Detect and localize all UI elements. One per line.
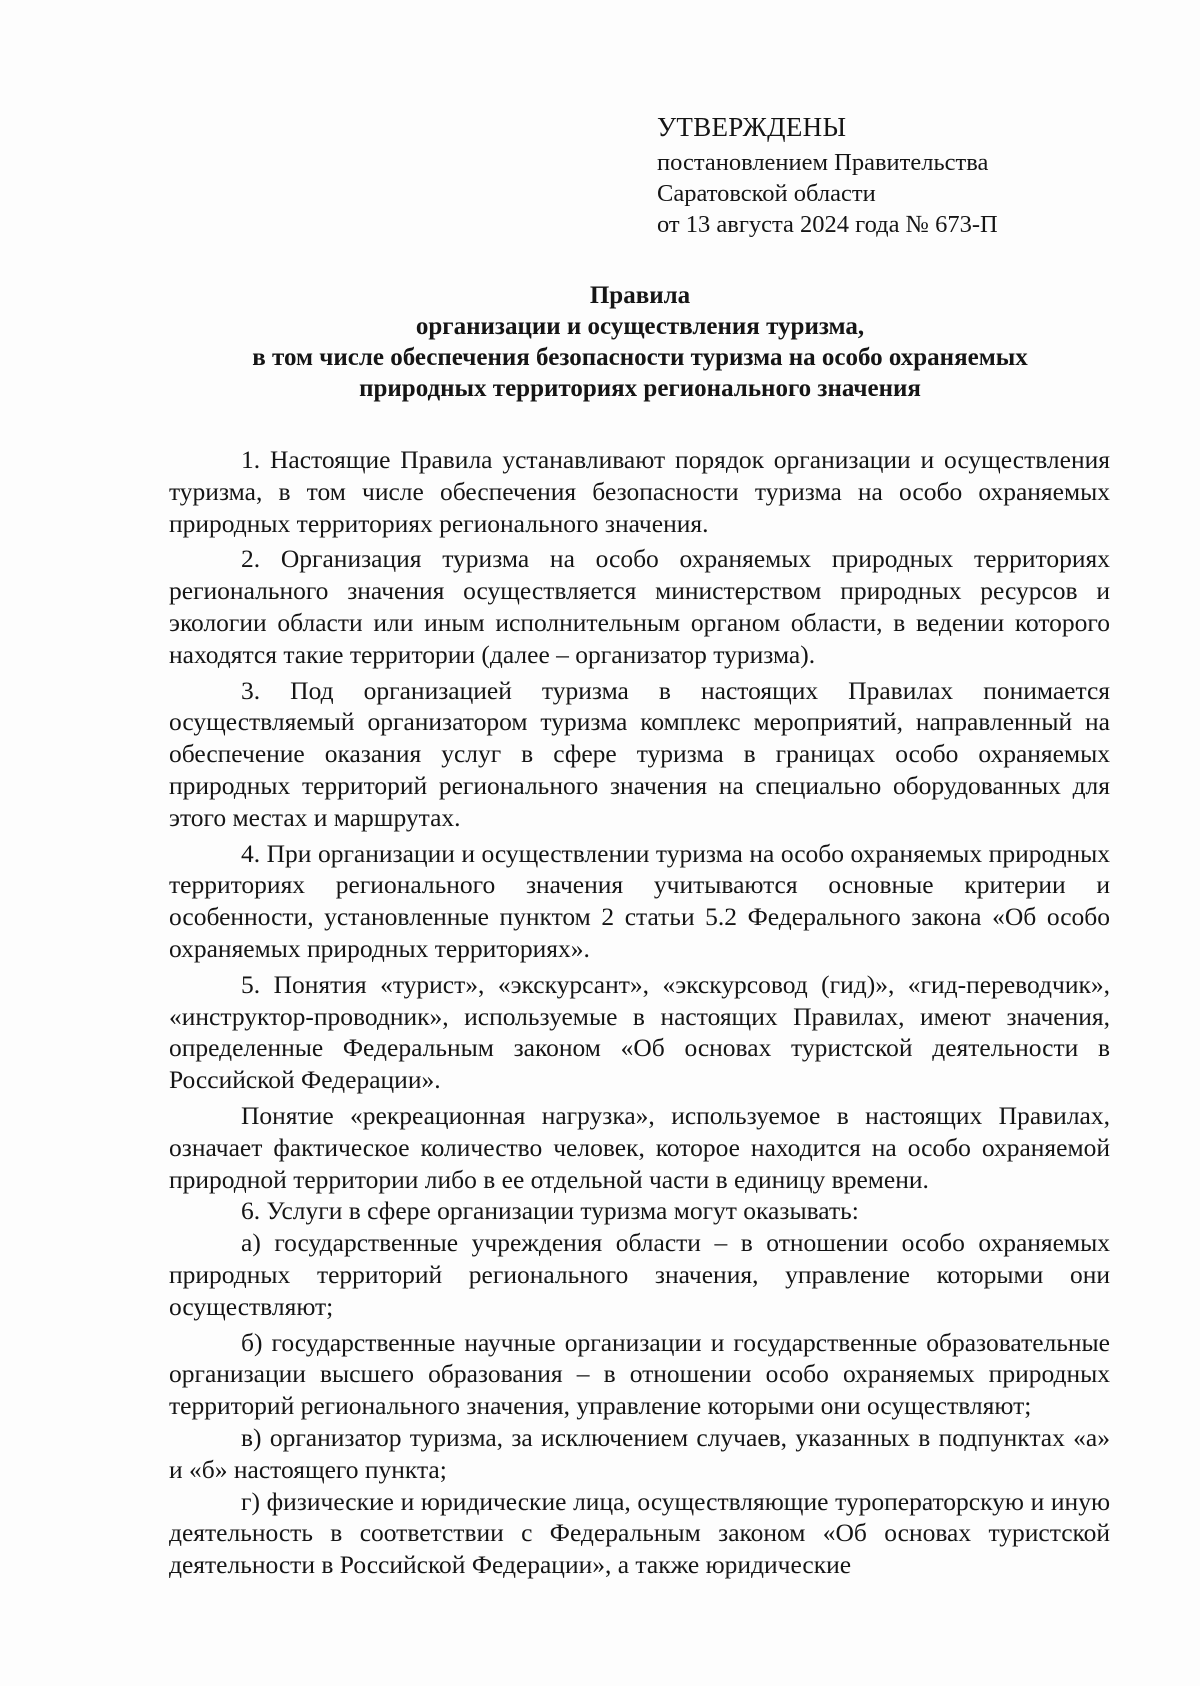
approval-stamp-block [657, 112, 998, 240]
title-line-3: в том числе обеспечения безопасности туризма на особо охраняемых [252, 344, 1028, 371]
paragraph-5-recreation: Понятие «рекреационная нагрузка», используемое в настоящих Правилах, означает фактическое количество человек, которое находится на особо охраняемой природной территории либо в ее отдельной части в единицу времени. [169, 1100, 1110, 1194]
approval-line-3: от 13 августа 2024 года № 673-П [657, 211, 998, 238]
paragraph-3: 3. Под организацией туризма в настоящих Правилах понимается осуществляемый организатором туризма комплекс мероприятий, направленный на обеспечение оказания услуг в сфере туризма в границах особо охраняемых природных территорий регионального значения на специально оборудованных для этого местах и маршрутах. [169, 675, 1110, 832]
paragraph-6-v: в) организатор туризма, за исключением случаев, указанных в подпунктах «а» и «б» настоящего пункта; [169, 1422, 1110, 1484]
title-line-2: организации и осуществления туризма, [415, 313, 865, 340]
document-body [169, 444, 1110, 1581]
approval-line-2: Саратовской области [657, 180, 876, 207]
approval-line-1: постановлением Правительства [657, 149, 989, 176]
title-line-1: Правила [589, 282, 691, 309]
paragraph-6-a: а) государственные учреждения области – в отношении особо охраняемых природных территорий регионального значения, управление которыми они осуществляют; [169, 1228, 1110, 1321]
paragraph-6: 6. Услуги в сфере организации туризма могут оказывать: [241, 1196, 859, 1226]
document-title [170, 280, 1110, 404]
paragraph-6-g: г) физические и юридические лица, осуществляющие туроператорскую и иную деятельность в соответствии с Федеральным законом «Об основах туристской деятельности в Российской Федерации», а также юридические [169, 1486, 1110, 1580]
approval-heading: УТВЕРЖДЕНЫ [657, 112, 847, 142]
paragraph-6-b: б) государственные научные организации и государственные образовательные организации высшего образования – в отношении особо охраняемых природных территорий регионального значения, управление которыми они осуществляют; [169, 1327, 1110, 1421]
paragraph-2: 2. Организация туризма на особо охраняемых природных территориях регионального значения осуществляется министерством природных ресурсов и экологии области или иным исполнительным органом области, в ведении которого находятся такие территории (далее – организатор туризма). [169, 544, 1110, 669]
paragraph-1: 1. Настоящие Правила устанавливают порядок организации и осуществления туризма, в том числе обеспечения безопасности туризма на особо охраняемых природных территориях регионального значения. [169, 445, 1110, 538]
title-line-4: природных территориях регионального значения [359, 375, 921, 402]
paragraph-4: 4. При организации и осуществлении туризма на особо охраняемых природных территориях регионального значения учитываются основные критерии и особенности, установленные пунктом 2 статьи 5.2 Федерального закона «Об особо охраняемых природных территориях». [169, 838, 1110, 963]
paragraph-5: 5. Понятия «турист», «экскурсант», «экскурсовод (гид)», «гид-переводчик», «инструктор-проводник», используемые в настоящих Правилах, имеют значения, определенные Федеральным законом «Об основах туристской деятельности в Российской Федерации». [169, 969, 1110, 1095]
